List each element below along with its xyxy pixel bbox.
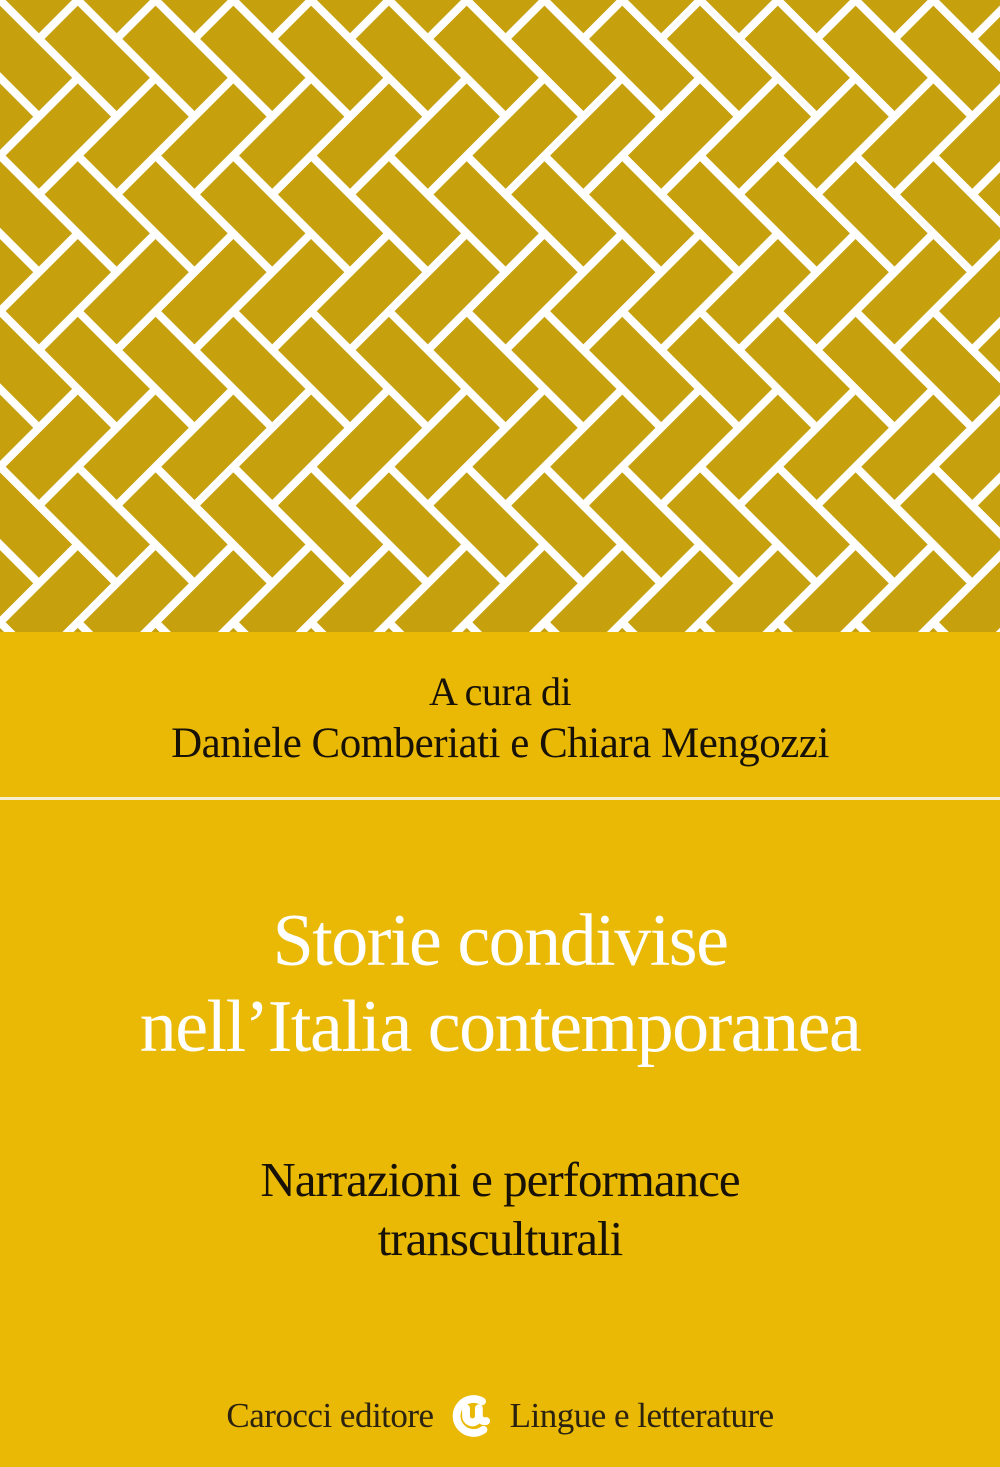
carocci-at-logo-icon: [450, 1391, 494, 1441]
herringbone-pattern-band: [0, 0, 1000, 632]
publisher-footer: [0, 1384, 1000, 1448]
divider-line: [0, 797, 1000, 800]
author-block: [0, 666, 1000, 770]
book-subtitle: [0, 1150, 1000, 1268]
book-title: [0, 898, 1000, 1070]
herringbone-pattern-svg: [0, 0, 1000, 632]
book-title-line-2: nell’Italia contemporanea: [139, 986, 861, 1068]
series-name: Lingue e letterature: [509, 1396, 774, 1435]
authors-names: Daniele Comberiati e Chiara Mengozzi: [171, 720, 829, 767]
book-subtitle-line-2: transculturali: [377, 1211, 623, 1266]
book-title-line-1: Storie condivise: [272, 900, 728, 982]
publisher-name: Carocci editore: [226, 1396, 434, 1435]
edited-by-label: A cura di: [428, 669, 572, 714]
book-subtitle-line-1: Narrazioni e performance: [260, 1152, 740, 1207]
